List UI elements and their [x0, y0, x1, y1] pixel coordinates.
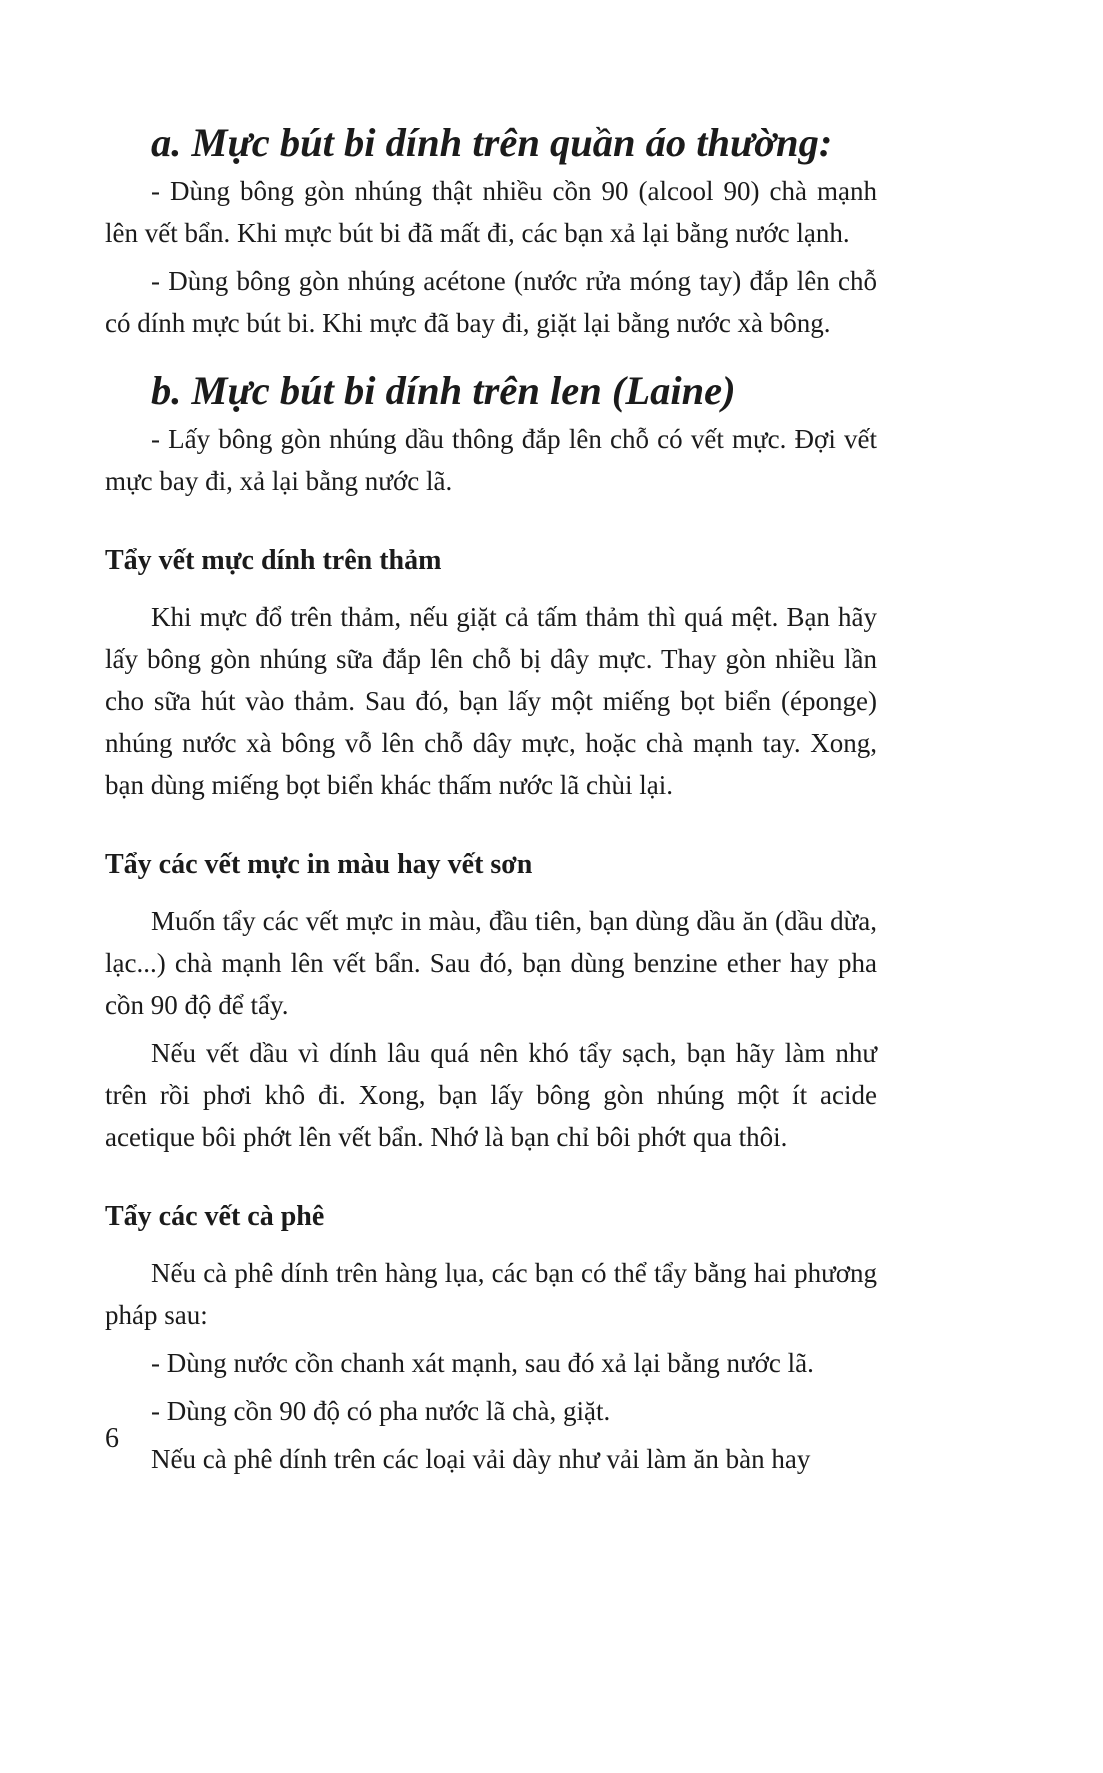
heading-7: Tẩy các vết mực in màu hay vết sơn: [105, 849, 533, 880]
paragraph-12: - Dùng nước cồn chanh xát mạnh, sau đó xả lại bằng nước lã.: [151, 1348, 814, 1378]
paragraph-13: - Dùng cồn 90 độ có pha nước lã chà, giặt.: [151, 1396, 611, 1426]
content: [105, 96, 877, 1486]
subheading-0: a. Mực bút bi dính trên quần áo thường:: [151, 120, 833, 165]
paragraph-11: Nếu cà phê dính trên hàng lụa, các bạn có thể tẩy bằng hai phương pháp sau:: [105, 1258, 877, 1330]
paragraph-1: - Dùng bông gòn nhúng thật nhiều cồn 90 (alcool 90) chà mạnh lên vết bẩn. Khi mực bút bi đã mất đi, các bạn xả lại bằng nước lạnh.: [105, 176, 877, 248]
paragraph-8: Muốn tẩy các vết mực in màu, đầu tiên, bạn dùng dầu ăn (dầu dừa, lạc...) chà mạnh lên vết bẩn. Sau đó, bạn dùng benzine ether hay pha cồn 90 độ để tẩy.: [105, 906, 877, 1020]
paragraph-2: - Dùng bông gòn nhúng acétone (nước rửa móng tay) đắp lên chỗ có dính mực bút bi. Khi mực đã bay đi, giặt lại bằng nước xà bông.: [105, 266, 877, 338]
heading-5: Tẩy vết mực dính trên thảm: [105, 545, 442, 576]
paragraph-6: Khi mực đổ trên thảm, nếu giặt cả tấm thảm thì quá mệt. Bạn hãy lấy bông gòn nhúng sữa đắp lên chỗ bị dây mực. Thay gòn nhiều lần cho sữa hút vào thảm. Sau đó, bạn lấy một miếng bọt biển (éponge) nhúng nước xà bông vỗ lên chỗ dây mực, hoặc chà mạnh tay. Xong, bạn dùng miếng bọt biển khác thấm nước lã chùi lại.: [105, 602, 877, 800]
paragraph-4: - Lấy bông gòn nhúng dầu thông đắp lên chỗ có vết mực. Đợi vết mực bay đi, xả lại bằng nước lã.: [105, 424, 877, 496]
paragraph-14: Nếu cà phê dính trên các loại vải dày như vải làm ăn bàn hay: [151, 1444, 811, 1474]
heading-10: Tẩy các vết cà phê: [105, 1201, 325, 1232]
page-number: 6: [105, 1423, 119, 1454]
subheading-3: b. Mực bút bi dính trên len (Laine): [151, 368, 736, 413]
paragraph-9: Nếu vết dầu vì dính lâu quá nên khó tẩy sạch, bạn hãy làm như trên rồi phơi khô đi. Xong, bạn lấy bông gòn nhúng một ít acide acetique bôi phớt lên vết bẩn. Nhớ là bạn chỉ bôi phớt qua thôi.: [105, 1038, 877, 1152]
